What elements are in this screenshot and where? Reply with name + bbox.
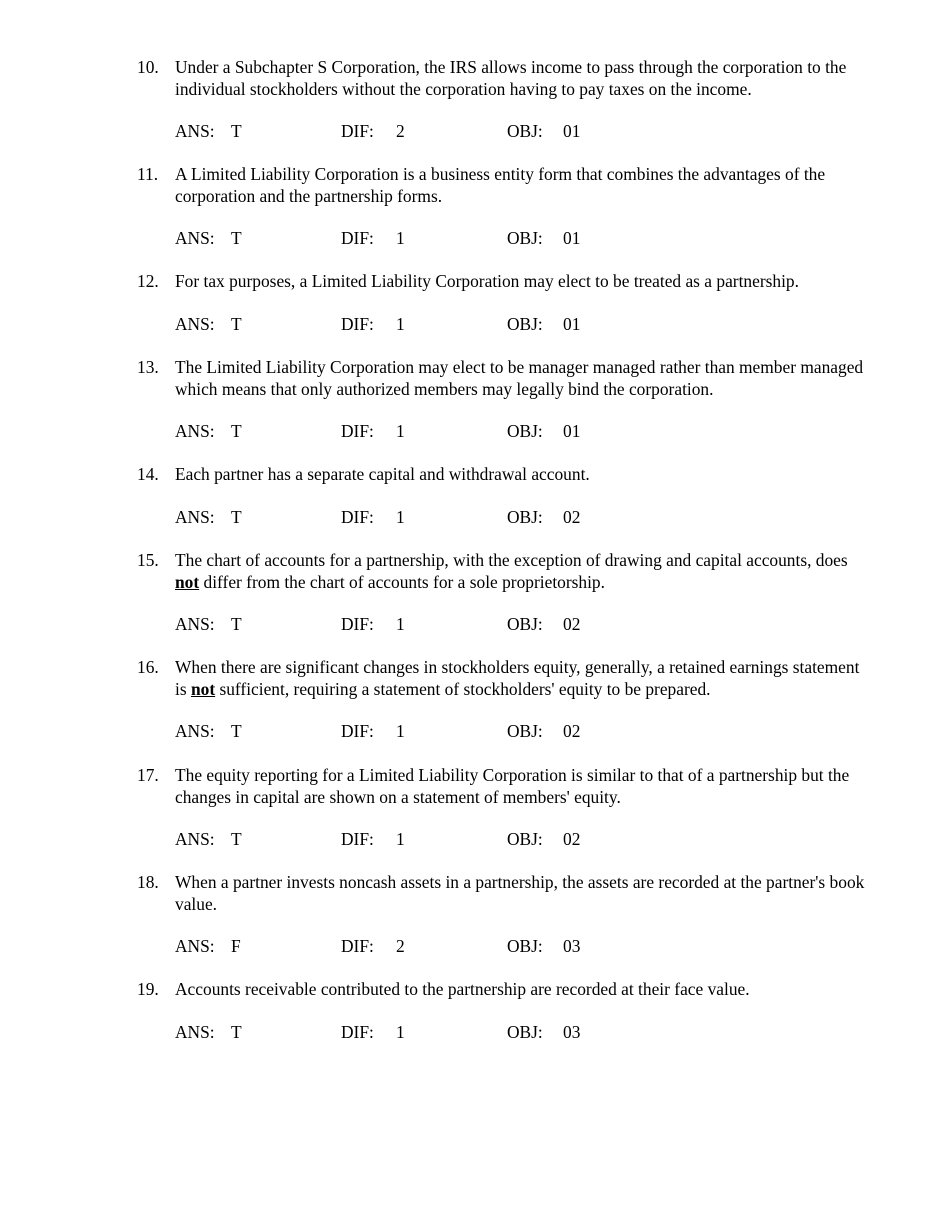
question-text xyxy=(175,550,875,593)
ans-label: ANS: xyxy=(175,614,215,634)
question-number: 15. xyxy=(137,550,159,570)
obj-value: 02 xyxy=(563,507,581,527)
dif-value: 1 xyxy=(396,721,405,741)
question-number: 11. xyxy=(137,164,159,184)
ans-label: ANS: xyxy=(175,721,215,741)
obj-label: OBJ: xyxy=(507,721,543,741)
question-text-part: differ from the chart of accounts for a sole proprietorship. xyxy=(199,571,605,592)
ans-value: T xyxy=(231,228,242,248)
obj-value: 03 xyxy=(563,936,581,956)
ans-label: ANS: xyxy=(175,936,215,956)
obj-value: 01 xyxy=(563,421,581,441)
dif-label: DIF: xyxy=(341,121,374,141)
answer-metadata xyxy=(0,121,950,143)
ans-value: T xyxy=(231,721,242,741)
obj-label: OBJ: xyxy=(507,228,543,248)
dif-value: 1 xyxy=(396,507,405,527)
emphasis-not: not xyxy=(190,678,216,699)
question-text-part: sufficient, requiring a statement of stockholders' equity to be prepared. xyxy=(215,678,711,699)
ans-value: T xyxy=(231,314,242,334)
ans-value: T xyxy=(231,1022,242,1042)
obj-label: OBJ: xyxy=(507,829,543,849)
ans-value: F xyxy=(231,936,241,956)
dif-value: 1 xyxy=(396,1022,405,1042)
answer-metadata xyxy=(0,507,950,529)
dif-label: DIF: xyxy=(341,1022,374,1042)
ans-value: T xyxy=(231,421,242,441)
answer-metadata xyxy=(0,721,950,743)
ans-label: ANS: xyxy=(175,121,215,141)
question-text: For tax purposes, a Limited Liability Corporation may elect to be treated as a partnership. xyxy=(175,271,799,291)
obj-value: 01 xyxy=(563,314,581,334)
ans-label: ANS: xyxy=(175,228,215,248)
obj-value: 02 xyxy=(563,721,581,741)
question-text-part: When there are significant changes in stockholders equity, generally, a retained earnings statement is xyxy=(175,657,860,699)
answer-metadata xyxy=(0,1022,950,1044)
ans-label: ANS: xyxy=(175,507,215,527)
question-text: When a partner invests noncash assets in a partnership, the assets are recorded at the partner's book value. xyxy=(175,872,865,914)
answer-metadata xyxy=(0,228,950,250)
question-number: 12. xyxy=(137,271,159,291)
dif-label: DIF: xyxy=(341,228,374,248)
obj-label: OBJ: xyxy=(507,314,543,334)
question-text-part: The chart of accounts for a partnership, with the exception of drawing and capital accounts, does xyxy=(175,550,848,570)
answer-metadata xyxy=(0,829,950,851)
ans-label: ANS: xyxy=(175,421,215,441)
dif-label: DIF: xyxy=(341,614,374,634)
obj-label: OBJ: xyxy=(507,936,543,956)
ans-label: ANS: xyxy=(175,829,215,849)
dif-value: 1 xyxy=(396,228,405,248)
dif-value: 1 xyxy=(396,314,405,334)
obj-label: OBJ: xyxy=(507,1022,543,1042)
ans-value: T xyxy=(231,829,242,849)
question-text: Each partner has a separate capital and withdrawal account. xyxy=(175,464,590,484)
question-text: Accounts receivable contributed to the partnership are recorded at their face value. xyxy=(175,979,750,999)
dif-value: 1 xyxy=(396,829,405,849)
question-number: 17. xyxy=(137,765,159,785)
dif-label: DIF: xyxy=(341,829,374,849)
dif-label: DIF: xyxy=(341,507,374,527)
ans-value: T xyxy=(231,614,242,634)
ans-value: T xyxy=(231,507,242,527)
obj-value: 02 xyxy=(563,829,581,849)
dif-label: DIF: xyxy=(341,936,374,956)
obj-value: 01 xyxy=(563,228,581,248)
answer-metadata xyxy=(0,936,950,958)
dif-value: 1 xyxy=(396,614,405,634)
question-text: The Limited Liability Corporation may elect to be manager managed rather than member managed which means that only authorized members may legally bind the corporation. xyxy=(175,357,864,399)
obj-value: 03 xyxy=(563,1022,581,1042)
question-text xyxy=(175,657,875,700)
question-number: 14. xyxy=(137,464,159,484)
obj-label: OBJ: xyxy=(507,507,543,527)
question-text: A Limited Liability Corporation is a business entity form that combines the advantages of the corporation and the partnership forms. xyxy=(175,164,826,206)
answer-metadata xyxy=(0,421,950,443)
question-number: 16. xyxy=(137,657,159,677)
dif-value: 1 xyxy=(396,421,405,441)
question-number: 19. xyxy=(137,979,159,999)
obj-label: OBJ: xyxy=(507,421,543,441)
dif-value: 2 xyxy=(396,121,405,141)
answer-metadata xyxy=(0,314,950,336)
obj-label: OBJ: xyxy=(507,121,543,141)
obj-value: 01 xyxy=(563,121,581,141)
question-number: 10. xyxy=(137,57,159,77)
question-number: 13. xyxy=(137,357,159,377)
dif-label: DIF: xyxy=(341,421,374,441)
ans-label: ANS: xyxy=(175,1022,215,1042)
emphasis-not: not xyxy=(175,571,200,592)
obj-value: 02 xyxy=(563,614,581,634)
question-text: The equity reporting for a Limited Liability Corporation is similar to that of a partnership but the changes in capital are shown on a statement of members' equity. xyxy=(175,765,850,807)
question-number: 18. xyxy=(137,872,159,892)
dif-label: DIF: xyxy=(341,721,374,741)
dif-value: 2 xyxy=(396,936,405,956)
answer-metadata xyxy=(0,614,950,636)
question-text: Under a Subchapter S Corporation, the IRS allows income to pass through the corporation to the individual stockholders without the corporation having to pay taxes on the income. xyxy=(175,57,847,99)
ans-label: ANS: xyxy=(175,314,215,334)
dif-label: DIF: xyxy=(341,314,374,334)
obj-label: OBJ: xyxy=(507,614,543,634)
ans-value: T xyxy=(231,121,242,141)
